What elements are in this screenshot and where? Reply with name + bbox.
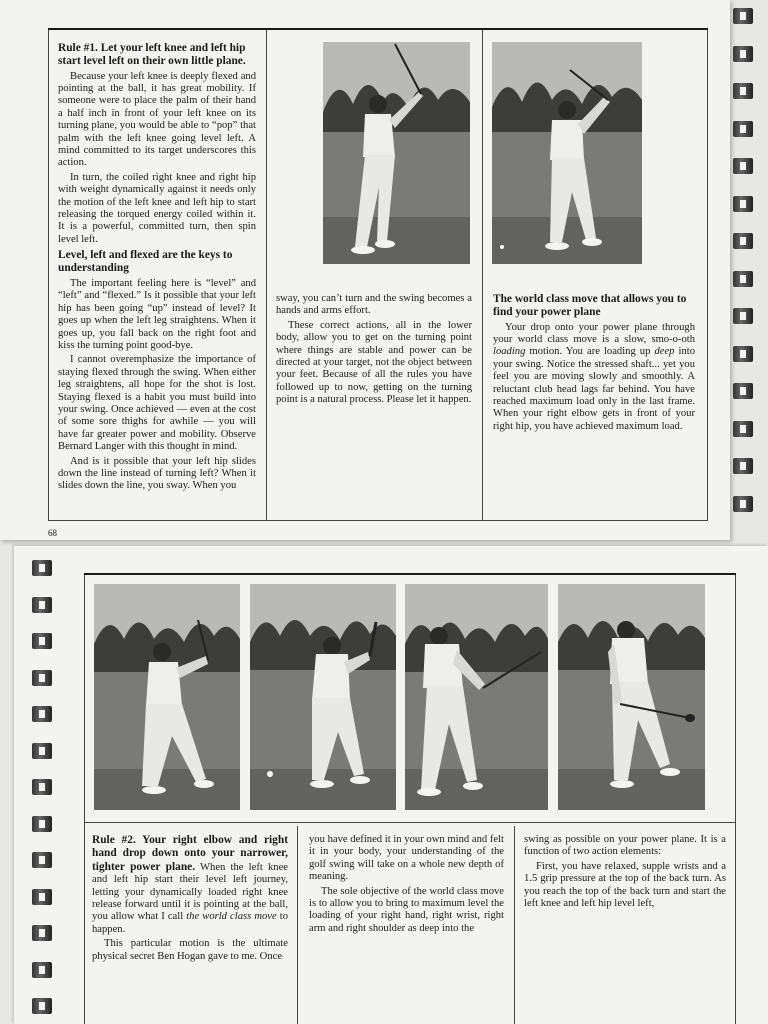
bottom-column-divider-2	[514, 826, 515, 1024]
subheading: Level, left and flexed are the keys to understanding	[58, 249, 233, 275]
top-spiral-binding	[733, 0, 753, 540]
golfer-photo-3	[94, 584, 240, 810]
bottom-photo-rule	[84, 822, 736, 823]
page-number: 68	[48, 528, 57, 538]
binding-coil	[733, 383, 753, 399]
binding-coil	[32, 889, 52, 905]
bottom-column-divider-right	[735, 575, 736, 1024]
paragraph: you have defined it in your own mind and felt it in your body, your understanding of the golf swing will take on a whole new depth of meaning.	[309, 834, 504, 883]
top-column-3	[493, 293, 695, 435]
paragraph: First, you have relaxed, supple wrists and a 1.5 grip pressure at the top of the back turn. As you reach the top of the back turn and start the left knee and left hip level left,	[524, 860, 726, 910]
paragraph: sway, you can’t turn and the swing becomes a hands and arms effort.	[276, 293, 472, 317]
binding-coil	[733, 496, 753, 512]
paragraph: These correct actions, all in the lower body, allow you to get on the turning point where things are stable and power can be directed at your target, not the object between your feet. Because of all the rules you have followed up to now, getting on the turning point is a natural process. Please let it happen.	[276, 319, 472, 406]
paragraph: This particular motion is the ultimate physical secret Ben Hogan gave to me. Once	[92, 938, 288, 962]
paragraph: I cannot overemphasize the importance of staying flexed through the swing. When either leg straightens, all hope for the shot is lost. Staying flexed is a habit you must build into your swing. Once achieved — even at the cost of some sore thighs for awhile — you will have far greater power and mobility. Observe Bernard Langer with this thought in mind.	[58, 354, 256, 453]
binding-coil	[32, 633, 52, 649]
rule-2-heading: Rule #2. Your right elbow and right hand drop down onto your narrower, tighter power plane.	[92, 834, 288, 873]
binding-coil	[32, 706, 52, 722]
binding-coil	[733, 233, 753, 249]
bottom-column-3	[524, 834, 726, 912]
binding-coil	[32, 779, 52, 795]
paragraph: Rule #2. Your right elbow and right hand drop down onto your narrower, tighter power plane. When the left knee and left hip start their level left journey, letting your dynamically loaded right knee release forward until it is pointing at the ball, you allow what I call the world class move to happen.	[92, 834, 289, 935]
top-column-1	[58, 42, 256, 495]
binding-coil	[32, 670, 52, 686]
binding-coil	[733, 346, 753, 362]
binding-coil	[733, 46, 753, 62]
binding-coil	[733, 421, 753, 437]
paragraph: The important feeling here is “level” and “left” and “flexed.” Is it possible that your left hip has been going “up” instead of level? It goes up when the left leg straightens. When it goes up, you fall back on the right foot and kiss the turning point good-bye.	[58, 277, 256, 351]
binding-coil	[733, 158, 753, 174]
golfer-photo-2	[492, 42, 642, 264]
top-page-bottom-rule	[48, 520, 708, 521]
paragraph: swing as possible on your power plane. It is a function of two action elements:	[524, 834, 726, 858]
binding-coil	[733, 196, 753, 212]
bottom-spiral-binding	[32, 552, 52, 1024]
top-column-divider-1	[266, 30, 267, 520]
binding-coil	[733, 8, 753, 24]
binding-coil	[733, 458, 753, 474]
golfer-photo-4	[250, 584, 396, 810]
paragraph: And is it possible that your left hip slides down the line instead of turning left? When it slides down the line, you sway. When you	[58, 455, 256, 492]
world-class-move-heading: The world class move that allows you to find your power plane	[493, 293, 687, 318]
golfer-photo-6	[558, 584, 705, 810]
bottom-column-divider-left	[84, 575, 85, 1024]
binding-coil	[32, 925, 52, 941]
top-column-2	[276, 293, 472, 409]
binding-coil	[733, 83, 753, 99]
golfer-photo-5	[405, 584, 548, 810]
binding-coil	[733, 308, 753, 324]
binding-coil	[733, 271, 753, 287]
binding-coil	[32, 998, 52, 1014]
bottom-column-2	[309, 834, 504, 937]
rule-1-heading: Rule #1. Let your left knee and left hip start level left on their own little plane.	[58, 42, 246, 67]
binding-coil	[32, 597, 52, 613]
bottom-column-divider-1	[297, 826, 298, 1024]
bottom-column-1	[92, 834, 288, 965]
bottom-page-rule	[84, 573, 736, 575]
binding-coil	[32, 852, 52, 868]
top-column-divider-2	[482, 30, 483, 520]
binding-coil	[32, 560, 52, 576]
binding-coil	[733, 121, 753, 137]
binding-coil	[32, 816, 52, 832]
binding-coil	[32, 743, 52, 759]
golfer-photo-1	[323, 42, 470, 264]
binding-coil	[32, 962, 52, 978]
top-column-divider-left	[48, 30, 49, 520]
paragraph: Because your left knee is deeply flexed and pointing at the ball, it has great mobility. If someone were to place the palm of their hand a half inch in front of your left knee on its turning plane, you would be able to “pop” that palm with the left knee going level left. A mind committed to its target underscores this action.	[58, 70, 256, 169]
paragraph: Your drop onto your power plane through your world class move is a slow, smo-o-oth loading motion. You are loading up deep into your swing. Notice the stressed shaft... yet you feel you are moving slowly and smoothly. A reluctant club head lags far behind. You have reached maximum load only in the last frame. When your right elbow gets in front of your right hip, you have achieved maximum load.	[493, 321, 695, 432]
paragraph: The sole objective of the world class move is to allow you to bring to maximum level the loading of your right hand, right wrist, right arm and right shoulder as deep into the	[309, 885, 504, 934]
paragraph: In turn, the coiled right knee and right hip with weight dynamically against it needs only the motion of the left knee and left hip to start releasing the torqued energy coiled within it. It is a powerful, committed turn, then spin level left.	[58, 171, 256, 245]
top-page-rule	[48, 28, 708, 30]
top-column-divider-right	[707, 30, 708, 520]
